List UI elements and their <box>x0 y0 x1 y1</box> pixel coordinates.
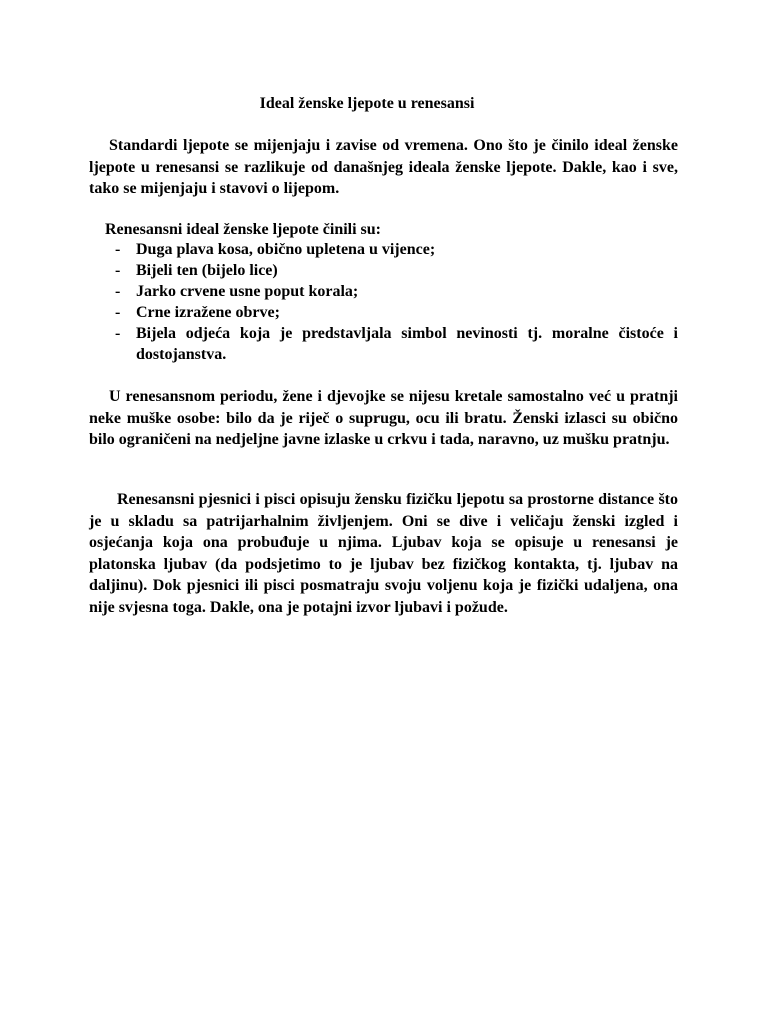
list-item-text: Duga plava kosa, obično upletena u vijence; <box>136 241 436 258</box>
paragraph-escort: U renesansnom periodu, žene i djevojke se nijesu kretale samostalno već u pratnji neke muške osobe: bilo da je riječ o suprugu, ocu ili bratu. Ženski izlasci su obično bilo ograničeni na nedjeljne javne izlaske u crkvu i tada, naravno, uz mušku pratnju. <box>89 388 678 448</box>
beauty-ideal-list <box>89 239 678 365</box>
paragraph-intro: Standardi ljepote se mijenjaju i zavise od vremena. Ono što je činilo ideal ženske ljepote u renesansi se razlikuje od današnjeg ideala ženske ljepote. Dakle, kao i sve, tako se mijenjaju i stavovi o lijepom. <box>89 137 678 197</box>
list-item <box>89 260 678 281</box>
list-item <box>89 323 678 365</box>
list-item-text: Bijeli ten (bijelo lice) <box>136 262 278 279</box>
list-item <box>89 281 678 302</box>
list-item <box>89 302 678 323</box>
paragraph-poets: Renesansni pjesnici i pisci opisuju žensku fizičku ljepotu sa prostorne distance što je u skladu sa patrijarhalnim življenjem. Oni se dive i veličaju ženski izgled i osjećanja koja ona probuđuje u njima. Ljubav koja se opisuje u renesansi je platonska ljubav (da podsjetimo to je ljubav bez fizičkog kontakta, tj. ljubav na daljinu). Dok pjesnici ili pisci posmatraju svoju voljenu koja je fizički udaljena, ona nije svjesna toga. Dakle, ona je potajni izvor ljubavi i požude. <box>89 491 678 616</box>
document-title: Ideal ženske ljepote u renesansi <box>259 95 475 112</box>
list-dash: - <box>115 262 121 279</box>
list-dash: - <box>115 325 121 342</box>
list-intro: Renesansni ideal ženske ljepote činili su: <box>105 221 382 238</box>
list-dash: - <box>115 304 121 321</box>
list-dash: - <box>115 241 121 258</box>
list-item <box>89 239 678 260</box>
list-item-text: Jarko crvene usne poput korala; <box>136 283 359 300</box>
list-item-text: Bijela odjeća koja je predstavljala simbol nevinosti tj. moralne čistoće i dostojanstva. <box>136 325 678 363</box>
list-dash: - <box>115 283 121 300</box>
list-item-text: Crne izražene obrve; <box>136 304 280 321</box>
